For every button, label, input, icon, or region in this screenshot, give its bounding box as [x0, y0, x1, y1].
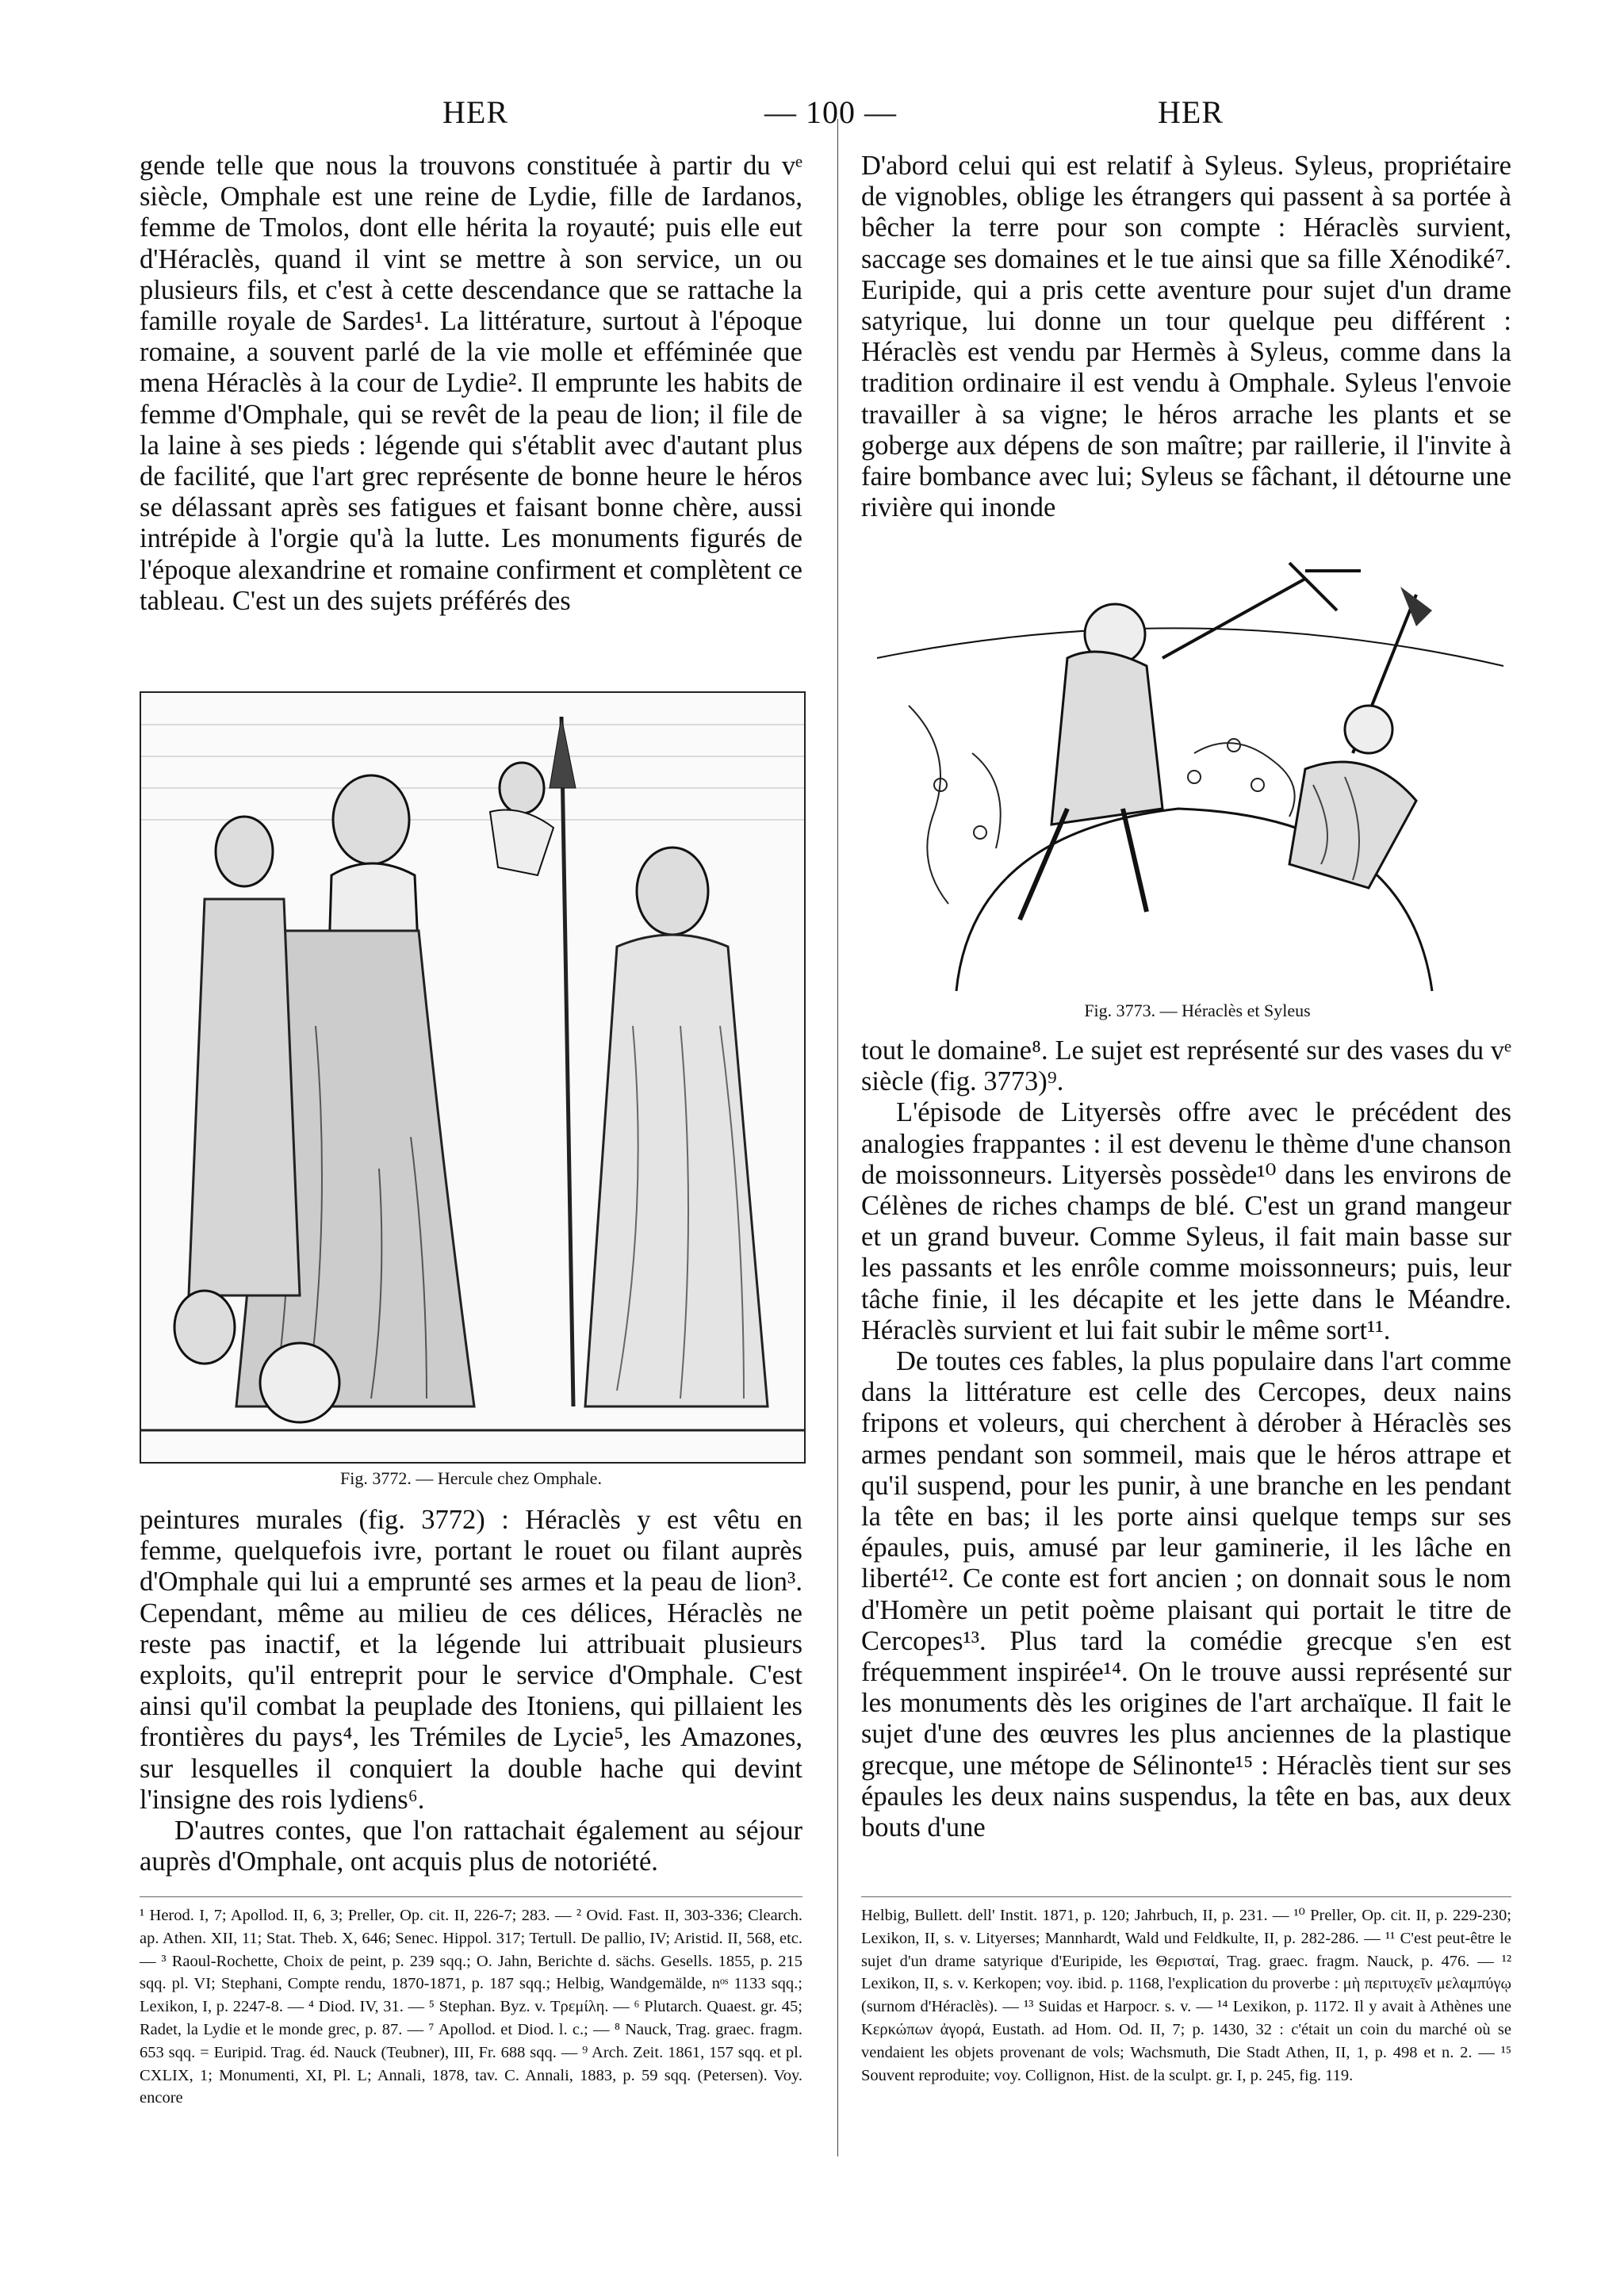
- footnotes-right: [861, 1904, 1511, 2087]
- hercules-omphale-engraving: [141, 693, 804, 1462]
- left-column-bottom: [140, 1505, 802, 1877]
- right-paragraph-3: L'épisode de Lityersès offre avec le précédent des analogies frappantes : il est devenu le thème d'une chanson de moissonneurs. Lityersès possède¹⁰ dans les environs de Célènes de riches champs de blé. C'est un grand mangeur et un grand buveur. Comme Syleus, il fait main basse sur les passants et les enrôle comme moissonneurs; puis, leur tâche finie, il les décapite et les jette dans le Méandre. Héraclès survient et lui fait subir le même sort¹¹.: [861, 1097, 1511, 1345]
- figure-3773: [861, 547, 1511, 999]
- left-paragraph-1: gende telle que nous la trouvons constituée à partir du vᵉ siècle, Omphale est une reine de Lydie, fille de Iardanos, femme de Tmolos, dont elle hérita la royauté; puis elle eut d'Héraclès, quand il vint se mettre à son service, un ou plusieurs fils, et c'est à cette descendance que se rattache la famille royale de Sardes¹. La littérature, surtout à l'époque romaine, a souvent parlé de la vie molle et efféminée que mena Héraclès à la cour de Lydie². Il emprunte les habits de femme d'Omphale, qui se revêt de la peau de lion; il file de la laine à ses pieds : légende qui s'établit avec d'autant plus de facilité, que l'art grec représente de bonne heure le héros se délassant après ses fatigues et faisant bonne chère, aussi intrépide à l'orgie qu'à la lutte. Les monuments figurés de l'époque alexandrine et romaine confirment et complètent ce tableau. C'est un des sujets préférés des: [140, 151, 802, 616]
- footnotes-left-text: ¹ Herod. I, 7; Apollod. II, 6, 3; Preller, Op. cit. II, 226-7; 283. — ² Ovid. Fast. II, 303-336; Clearch. ap. Athen. XII, 11; Stat. Theb. X, 646; Senec. Hippol. 317; Tertull. De pallio, IV; Aristid. II, 568, etc. — ³ Raoul-Rochette, Choix de peint, p. 239 sqq.; O. Jahn, Berichte d. sächs. Gesells. 1855, p. 215 sqq. pl. VI; Stephani, Compte rendu, 1870-1871, p. 187 sqq.; Helbig, Wandgemälde, nᵒˢ 1133 sqq.; Lexikon, I, p. 2247-8. — ⁴ Diod. IV, 31. — ⁵ Stephan. Byz. v. Τρεμίλη. — ⁶ Plutarch. Quaest. gr. 45; Radet, la Lydie et le monde grec, p. 87. — ⁷ Apollod. et Diod. l. c.; — ⁸ Nauck, Trag. graec. fragm. 653 sqq. = Euripid. Trag. éd. Nauck (Teubner), III, Fr. 688 sqq. — ⁹ Arch. Zeit. 1861, 157 sqq. et pl. CXLIX, 1; Monumenti, XI, Pl. L; Annali, 1878, tav. C. Annali, 1883, p. 59 sqq. (Petersen). Voy. encore: [140, 1907, 802, 2107]
- page-number: — 100 —: [764, 94, 897, 130]
- column-divider: [837, 119, 838, 2156]
- running-head-left: HER: [442, 94, 508, 130]
- footnote-rule-right: [861, 1896, 1511, 1897]
- figure-3772-caption: Fig. 3772. — Hercule chez Omphale.: [340, 1468, 602, 1488]
- right-column-top: [861, 151, 1511, 523]
- running-head-right: HER: [1158, 94, 1224, 130]
- right-paragraph-4: De toutes ces fables, la plus populaire dans l'art comme dans la littérature est celle des Cercopes, deux nains fripons et voleurs, qui cherchent à dérober à Héraclès ses armes pendant son sommeil, mais que le héros attrape et qu'il suspend, pour les punir, à une branche en les pendant la tête en bas; il les porte ainsi quelque temps sur ses épaules, puis, amusé par leur gaminerie, il les lâche en liberté¹². Ce conte est fort ancien ; on donnait sous le nom d'Homère un petit poème plaisant qui portait le titre de Cercopes¹³. Plus tard la comédie grecque s'en est fréquemment inspirée¹⁴. On le trouve aussi représenté sur les monuments dès les origines de l'art archaïque. Il fait le sujet d'une des œuvres les plus anciennes de la plastique grecque, une métope de Sélinonte¹⁵ : Héraclès tient sur ses épaules les deux nains suspendus, la tête en bas, aux deux bouts d'une: [861, 1346, 1511, 1843]
- left-paragraph-2: peintures murales (fig. 3772) : Héraclès y est vêtu en femme, quelquefois ivre, portant le rouet ou filant auprès d'Omphale qui lui a emprunté ses armes et la peau de lion³. Cependant, même au milieu de ces délices, Héraclès ne reste pas inactif, et la légende lui attribuait plusieurs exploits, qu'il entreprit pour le service d'Omphale. C'est ainsi qu'il combat la peuplade des Itoniens, qui pillaient les frontières du pays⁴, les Trémiles de Lycie⁵, les Amazones, sur lesquelles il conquiert la double hache qui devint l'insigne des rois lydiens⁶.: [140, 1505, 802, 1815]
- figure-3773-caption: Fig. 3773. — Héraclès et Syleus: [1084, 1001, 1311, 1020]
- left-column-top: [140, 151, 802, 617]
- heracles-syleus-vase-drawing: [861, 547, 1511, 999]
- footnote-rule-left: [140, 1896, 802, 1897]
- right-column-bottom: [861, 1035, 1511, 1843]
- left-paragraph-3: D'autres contes, que l'on rattachait également au séjour auprès d'Omphale, ont acquis plus de notoriété.: [140, 1816, 802, 1877]
- footnotes-right-text: Helbig, Bullett. dell' Instit. 1871, p. 120; Jahrbuch, II, p. 231. — ¹⁰ Preller, Op. cit. II, p. 229-230; Lexikon, II, s. v. Lityerses; Mannhardt, Wald und Feldkulte, II, p. 282-286. — ¹¹ C'est peut-être le sujet d'un drame satyrique d'Euripide, les Θερισταί, Trag. graec. fragm. Nauck, p. 476. — ¹² Lexikon, II, s. v. Kerkopen; voy. ibid. p. 1168, l'explication du proverbe : μὴ περιτυχεῖν μελαμπύγῳ (surnom d'Héraclès). — ¹³ Suidas et Harpocr. s. v. — ¹⁴ Lexikon, p. 1172. Il y avait à Athènes une Κερκώπων ἀγορά, Eustath. ad Hom. Od. II, 7; p. 1430, 32 : c'était un coin du marché où se vendaient les objets provenant de vols; Wachsmuth, Die Stadt Athen, II, 1, p. 498 et n. 2. — ¹⁵ Souvent reproduite; voy. Collignon, Hist. de la sculpt. gr. I, p. 245, fig. 119.: [861, 1907, 1511, 2084]
- figure-3772: [140, 691, 806, 1464]
- right-paragraph-2: tout le domaine⁸. Le sujet est représenté sur des vases du vᵉ siècle (fig. 3773)⁹.: [861, 1035, 1511, 1097]
- right-paragraph-1: D'abord celui qui est relatif à Syleus. Syleus, propriétaire de vignobles, oblige les étrangers qui passent à sa portée à bêcher la terre pour son compte : Héraclès survient, saccage ses domaines et le tue ainsi que sa fille Xénodiké⁷. Euripide, qui a pris cette aventure pour sujet d'un drame satyrique, lui donne un tour quelque peu différent : Héraclès est vendu par Hermès à Syleus, comme dans la tradition ordinaire il est vendu à Omphale. Syleus l'envoie travailler à sa vigne; le héros arrache les plants et se goberge aux dépens de son maître; par raillerie, il l'invite à faire bombance avec lui; Syleus se fâchant, il détourne une rivière qui inonde: [861, 151, 1511, 523]
- footnotes-left: [140, 1904, 802, 2110]
